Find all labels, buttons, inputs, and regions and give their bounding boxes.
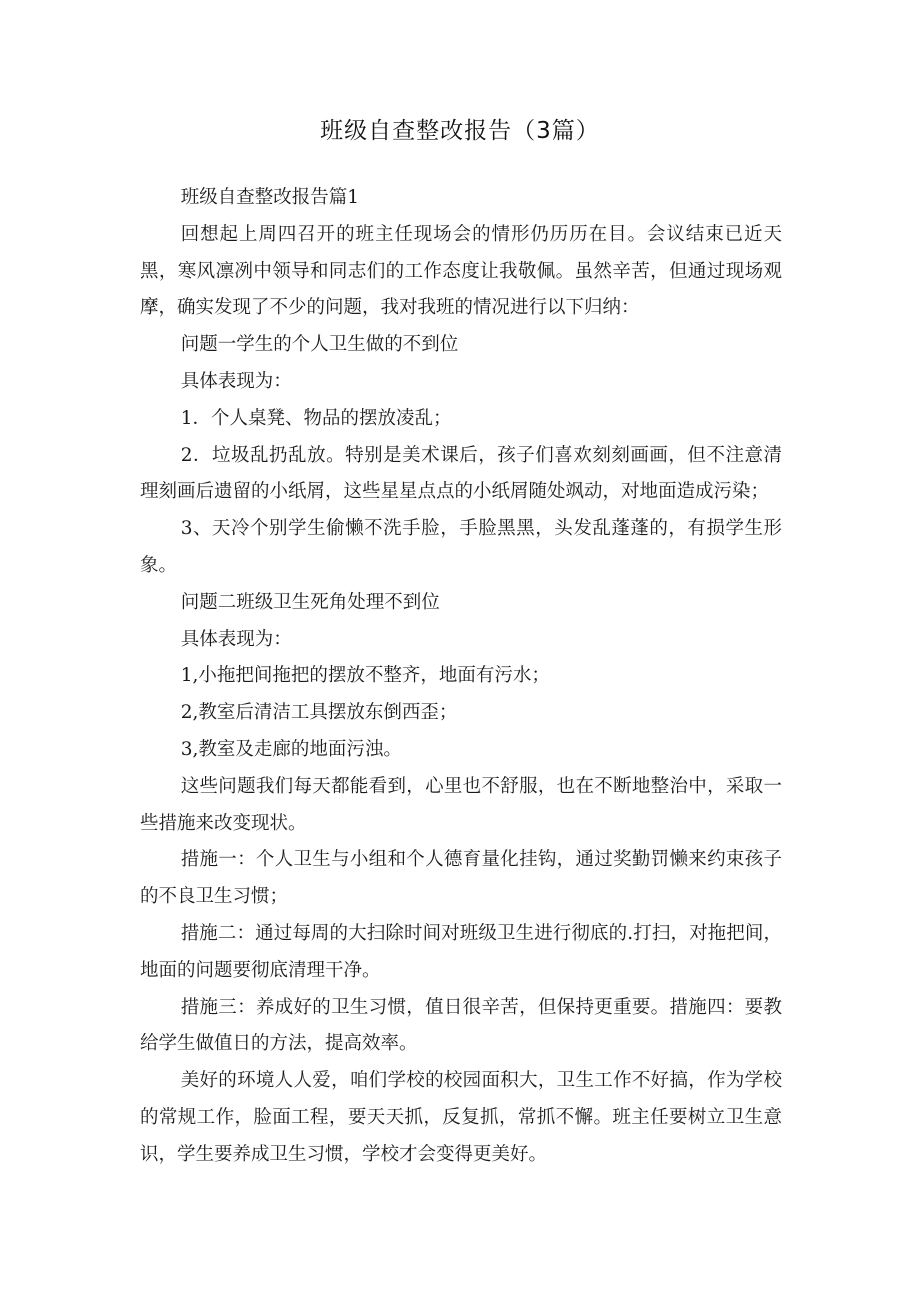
document-body — [140, 180, 782, 1174]
detail-label: 具体表现为： — [180, 628, 292, 650]
list-item: 3、天冷个别学生偷懒不洗手脸，手脸黑黑，头发乱蓬蓬的，有损学生形象。 — [140, 518, 782, 576]
list-item: 2．垃圾乱扔乱放。特别是美术课后，孩子们喜欢刻刻画画，但不注意清理刻画后遗留的小纸屑，这些星星点点的小纸屑随处飒动，对地面造成污染； — [140, 444, 782, 503]
list-item: 1,小拖把间拖把的摆放不整齐，地面有污水； — [180, 665, 550, 687]
measure-paragraph: 措施一：个人卫生与小组和个人德育量化挂钩，通过奖勤罚懒来约束孩子的不良卫生习惯； — [140, 849, 782, 908]
problem-two-heading: 问题二班级卫生死角处理不到位 — [180, 591, 440, 613]
list-item: 2,教室后清洁工具摆放东倒西歪； — [180, 702, 458, 724]
body-paragraph: 这些问题我们每天都能看到，心里也不舒服，也在不断地整治中，采取一些措施来改变现状。 — [140, 775, 782, 834]
section-heading: 班级自查整改报告篇1 — [180, 187, 359, 208]
measure-paragraph: 措施二：通过每周的大扫除时间对班级卫生进行彻底的.打扫，对拖把间，地面的问题要彻底清理干净。 — [140, 922, 782, 981]
list-item: 3,教室及走廊的地面污浊。 — [180, 738, 402, 760]
conclusion-paragraph: 美好的环境人人爱，咱们学校的校园面积大，卫生工作不好搞，作为学校的常规工作，脸面工程，要天天抓，反复抓，常抓不懈。班主任要树立卫生意识，学生要养成卫生习惯，学校才会变得更美好。 — [140, 1070, 782, 1165]
intro-paragraph: 回想起上周四召开的班主任现场会的情形仍历历在目。会议结束已近天黑，寒风凛冽中领导和同志们的工作态度让我敬佩。虽然辛苦，但通过现场观摩，确实发现了不少的问题，我对我班的情况进行以下归纳： — [140, 223, 782, 319]
measure-paragraph: 措施三：养成好的卫生习惯，值日很辛苦，但保持更重要。措施四：要教给学生做值日的方法，提高效率。 — [140, 996, 782, 1055]
problem-one-heading: 问题一学生的个人卫生做的不到位 — [180, 334, 459, 356]
detail-label: 具体表现为： — [180, 370, 292, 392]
list-item: 1．个人桌凳、物品的摆放凌乱； — [180, 407, 452, 429]
document-title: 班级自查整改报告（3篇） — [320, 118, 600, 144]
